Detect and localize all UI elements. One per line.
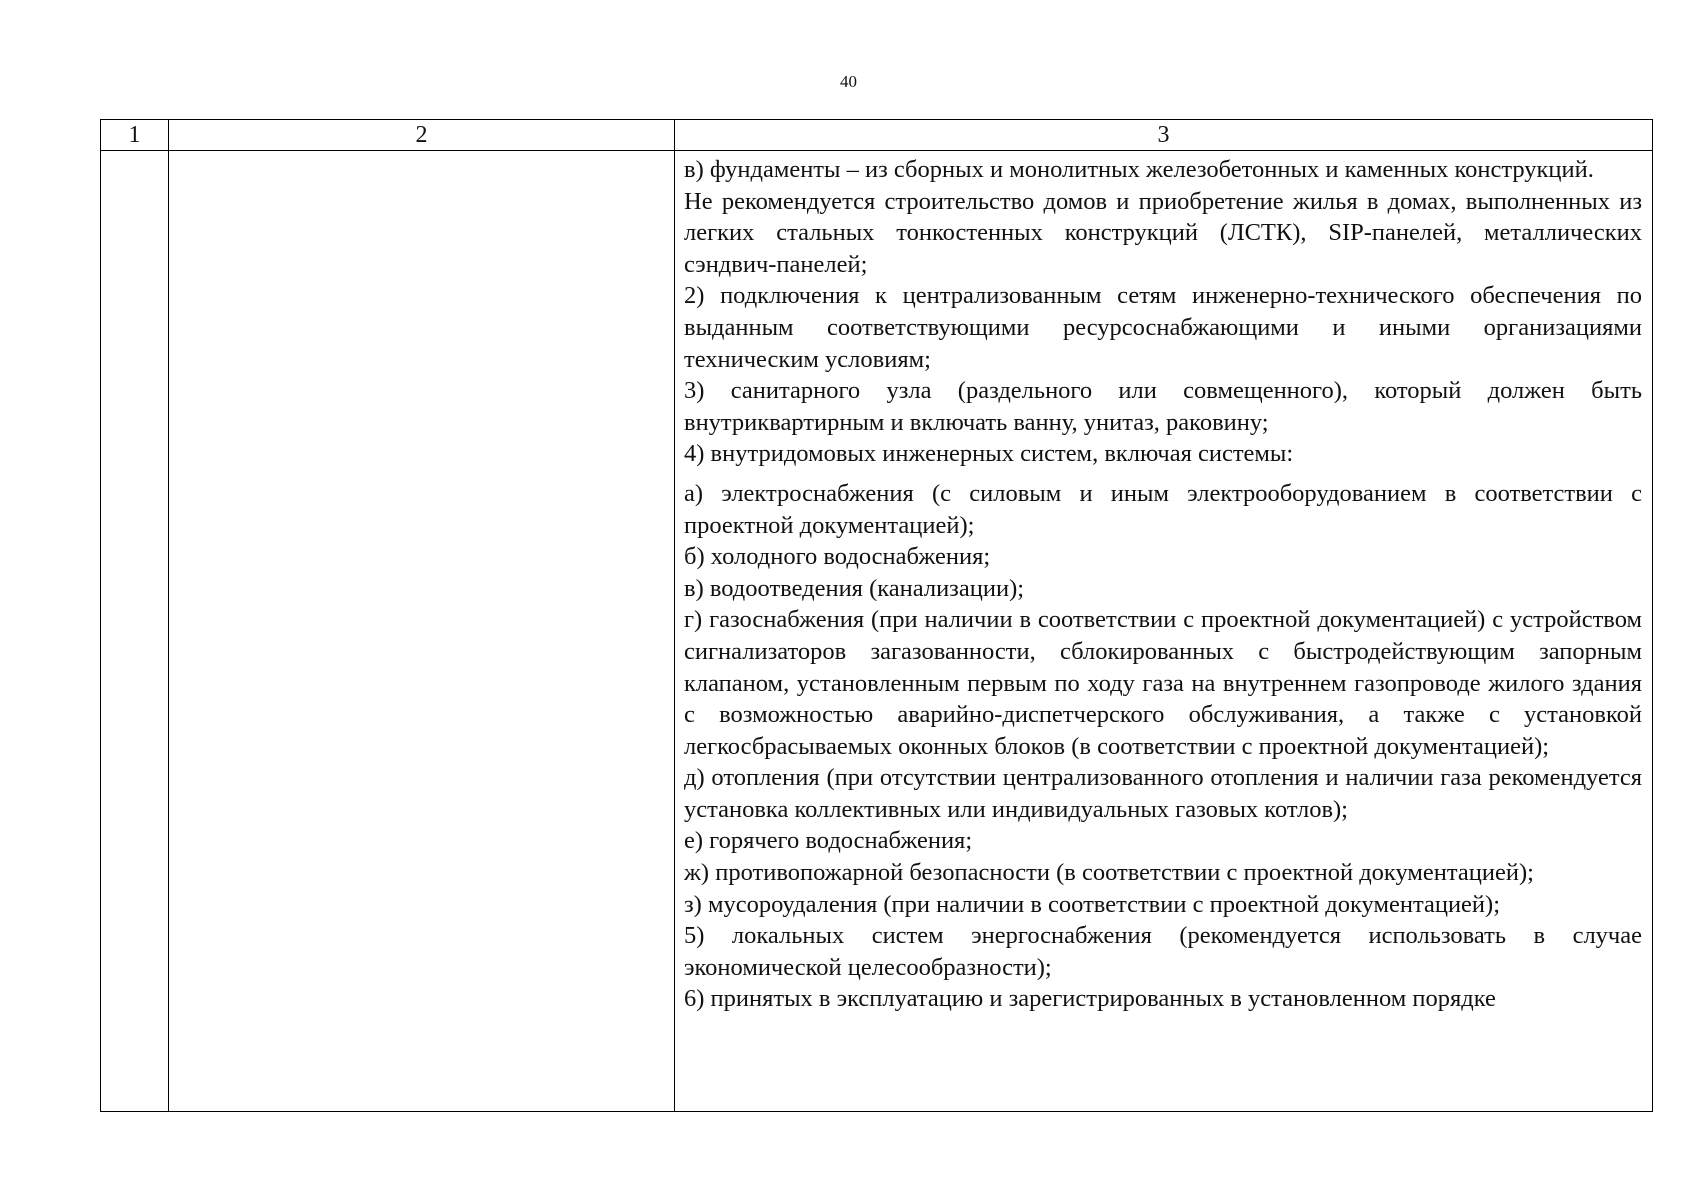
paragraph-item-4z: з) мусороудаления (при наличии в соответствии с проектной документацией); [684,890,1501,918]
paragraph-foundations: в) фундаменты – из сборных и монолитных железобетонных и каменных конструкций. [684,156,1594,183]
table-header-row [101,120,1653,151]
cell-col-3 [675,151,1653,1112]
paragraph-item-4: 4) внутридомовых инженерных систем, включая системы: [684,440,1294,468]
paragraph-item-4g: г) газоснабжения (при наличии в соответствии с проектной документацией) с устройством сигнализаторов загазованности, сблокированных с быстродействующим запорным клапаном, установленным первым по ходу газа на внутреннем газопроводе жилого здания с возможностью аварийно-диспетчерского обслуживания, а также с установкой легкосбрасываемых оконных блоков (в соответствии с проектной документацией); [684,606,1642,760]
paragraph-item-6: 6) принятых в эксплуатацию и зарегистрированных в установленном порядке [684,985,1496,1013]
table-row [101,151,1653,1112]
paragraph-item-5: 5) локальных систем энергоснабжения (рекомендуется использовать в случае экономической целесообразности); [684,922,1642,981]
paragraph-item-2: 2) подключения к централизованным сетям инженерно-технического обеспечения по выданным соответствующими ресурсоснабжающими и иными организациями техническим условиям; [684,282,1642,373]
page-number: 40 [840,72,857,91]
cell-col-2 [169,151,675,1112]
column-header-3: 3 [675,120,1653,151]
paragraph-item-4d: д) отопления (при отсутствии централизованного отопления и наличии газа рекомендуется установка коллективных или индивидуальных газовых котлов); [684,764,1642,823]
paragraph-item-4e: е) горячего водоснабжения; [684,827,973,855]
paragraph-not-recommended: Не рекомендуется строительство домов и приобретение жилья в домах, выполненных из легких стальных тонкостенных конструкций (ЛСТК), SIP-панелей, металлических сэндвич-панелей; [684,187,1642,278]
column-header-2: 2 [169,120,675,151]
paragraph-item-3: 3) санитарного узла (раздельного или совмещенного), который должен быть внутриквартирным и включать ванну, унитаз, раковину; [684,377,1642,436]
paragraph-item-4b: б) холодного водоснабжения; [684,543,991,571]
paragraph-item-4v: в) водоотведения (канализации); [684,574,1025,602]
document-table [100,119,1653,1112]
column-header-1: 1 [101,120,169,151]
cell-col-1 [101,151,169,1112]
paragraph-item-4a: а) электроснабжения (с силовым и иным электрооборудованием в соответствии с проектной документацией); [684,479,1642,539]
paragraph-item-4zh: ж) противопожарной безопасности (в соответствии с проектной документацией); [684,859,1534,887]
